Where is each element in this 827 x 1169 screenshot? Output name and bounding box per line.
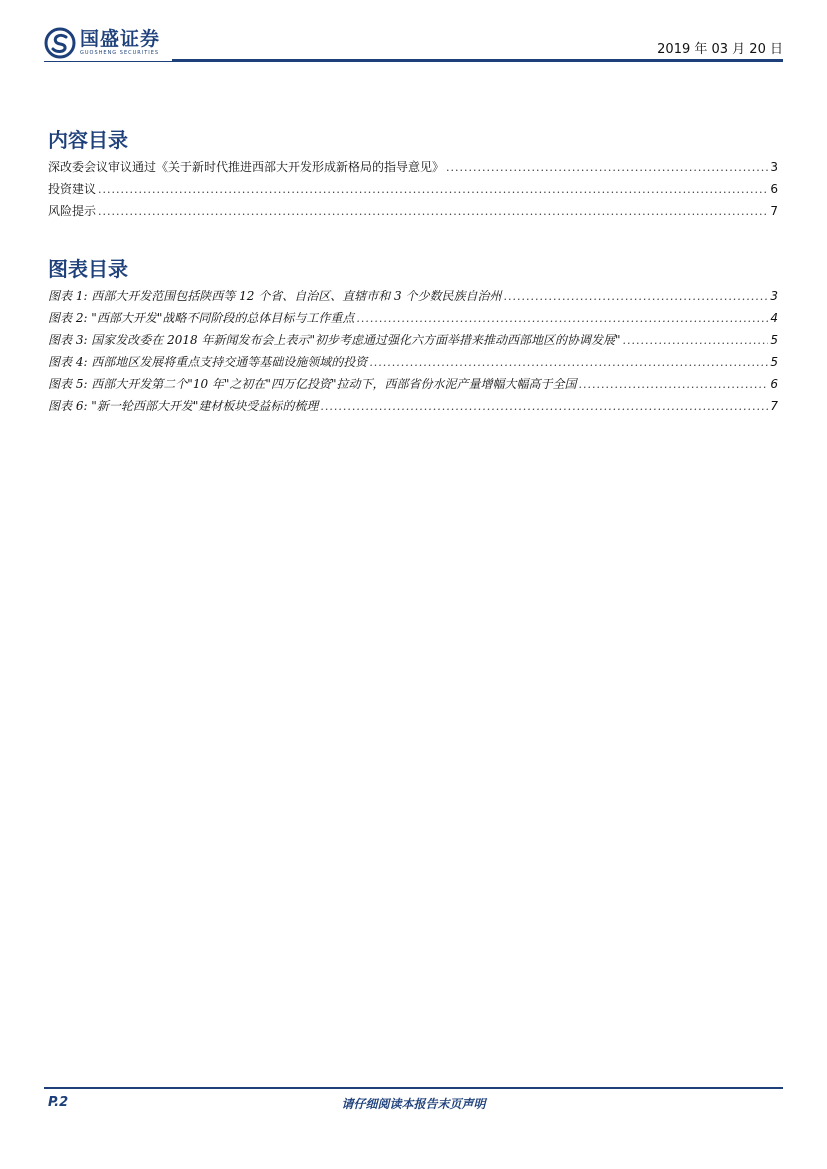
figure-item[interactable]: [48, 287, 778, 309]
figure-item[interactable]: [48, 331, 778, 353]
figures-title: 图表目录: [48, 257, 128, 281]
figure-item-label: 图表 6: "新一轮西部大开发"建材板块受益标的梳理: [48, 399, 319, 413]
figure-item-label: 图表 5: 西部大开发第二个"10 年"之初在"四万亿投资"拉动下，西部省份水泥产量增幅大幅高于全国: [48, 377, 577, 391]
toc-leader: [356, 312, 768, 325]
toc-item-page: 7: [770, 204, 778, 218]
logo-en-text: GUOSHENG SECURITIES: [80, 50, 160, 56]
figure-item[interactable]: [48, 375, 778, 397]
toc-leader: [98, 205, 768, 218]
report-date: 2019 年 03 月 20 日: [657, 42, 783, 57]
header-rule: [44, 61, 783, 62]
company-logo: [44, 26, 160, 60]
footer-rule: [44, 1087, 783, 1089]
figures-list: [48, 287, 778, 419]
page-number: P.2: [48, 1095, 69, 1110]
toc-leader: [623, 334, 769, 347]
figure-item[interactable]: [48, 353, 778, 375]
logo-icon: [44, 27, 76, 59]
header-rule-thick: [172, 59, 783, 61]
figure-item-page: 7: [770, 399, 778, 413]
toc-leader: [98, 183, 768, 196]
toc-leader: [369, 356, 768, 369]
figure-item-label: 图表 1: 西部大开发范围包括陕西等 12 个省、自治区、直辖市和 3 个少数民族自治州: [48, 289, 502, 303]
logo-cn-text: 国盛证券: [80, 28, 161, 50]
figure-item[interactable]: [48, 309, 778, 331]
contents-list: [48, 158, 778, 224]
toc-item-label: 投资建议: [48, 182, 97, 196]
figure-item-page: 4: [770, 311, 778, 325]
figure-item-page: 6: [770, 377, 778, 391]
disclaimer-notice: 请仔细阅读本报告末页声明: [341, 1097, 486, 1111]
figure-item-page: 5: [770, 333, 778, 347]
toc-leader: [320, 400, 768, 413]
figure-item-label: 图表 3: 国家发改委在 2018 年新闻发布会上表示"初步考虑通过强化六方面举措来推动西部地区的协调发展": [48, 333, 621, 347]
figure-item-label: 图表 4: 西部地区发展将重点支持交通等基础设施领域的投资: [48, 355, 368, 369]
toc-item[interactable]: [48, 202, 778, 224]
figure-item-label: 图表 2: "西部大开发"战略不同阶段的总体目标与工作重点: [48, 311, 355, 325]
toc-item-label: 深改委会议审议通过《关于新时代推进西部大开发形成新格局的指导意见》: [48, 160, 445, 174]
toc-item-page: 6: [770, 182, 778, 196]
toc-leader: [446, 161, 768, 174]
toc-leader: [503, 290, 768, 303]
toc-leader: [578, 378, 768, 391]
contents-title: 内容目录: [48, 128, 128, 152]
toc-item[interactable]: [48, 158, 778, 180]
toc-item-label: 风险提示: [48, 204, 97, 218]
figure-item-page: 3: [770, 289, 778, 303]
toc-item-page: 3: [770, 160, 778, 174]
figure-item[interactable]: [48, 397, 778, 419]
page-header: [44, 26, 783, 62]
toc-item[interactable]: [48, 180, 778, 202]
figure-item-page: 5: [770, 355, 778, 369]
